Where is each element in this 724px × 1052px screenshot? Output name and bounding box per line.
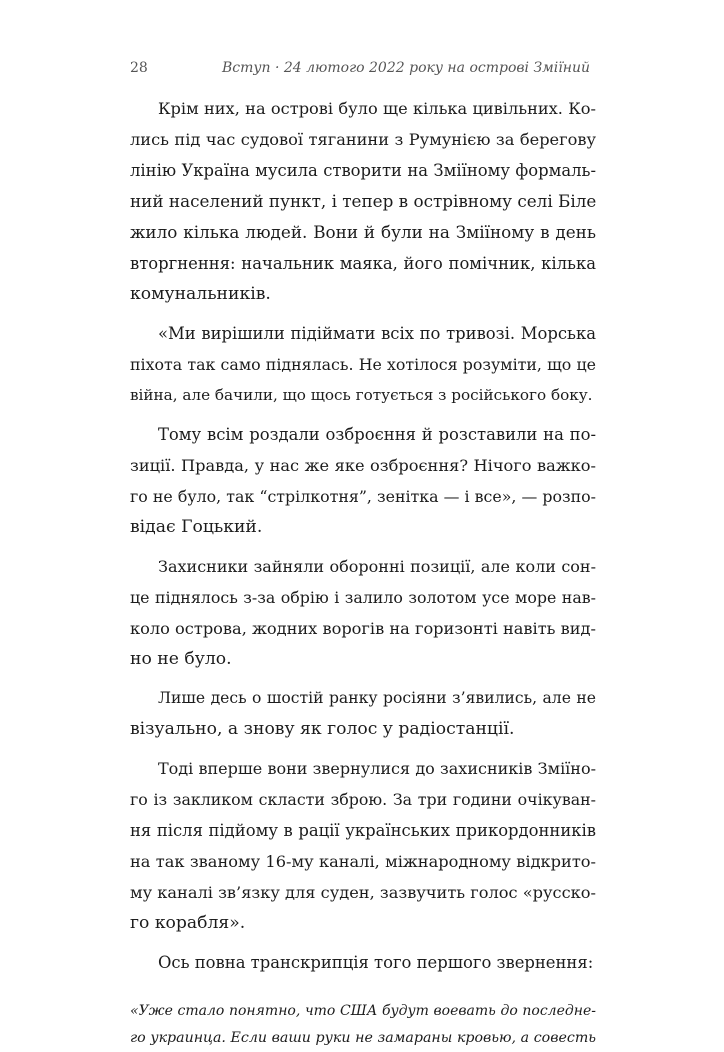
text-line: ний населений пункт, і тепер в острівному селі Біле (130, 191, 597, 211)
text-line: відає Гоцький. (130, 517, 263, 537)
paragraph (130, 947, 596, 978)
text-line: Лише десь о шостій ранку росіяни з’явились, але не (158, 689, 596, 707)
quote-line: «Уже стало понятно, что США будут воевать до последне- (130, 1003, 596, 1019)
running-head: Вступ · 24 лютого 2022 року на острові Зміїний (221, 60, 590, 76)
text-line: Захисники зайняли оборонні позиції, але коли сон- (158, 557, 596, 576)
text-line: комунальників. (130, 284, 271, 304)
block-quote (130, 998, 596, 1052)
text-line: це піднялось з-за обрію і залило золотом усе море нав- (130, 588, 596, 607)
text-line: війна, але бачили, що щось готується з російського боку. (130, 386, 593, 404)
paragraph (130, 93, 596, 310)
text-line: лись під час судової тяганини з Румунією за берегову (130, 130, 596, 149)
paragraph (130, 419, 596, 543)
paragraph (130, 753, 596, 939)
text-line: му каналі зв’язку для суден, зазвучить голос «русско- (130, 883, 596, 902)
text-line: зиції. Правда, у нас же яке озброєння? Нічого важко- (130, 456, 596, 475)
text-line: Крім них, на острові було ще кілька цивільних. Ко- (158, 99, 596, 118)
paragraph (130, 318, 596, 411)
text-line: жило кілька людей. Вони й були на Зміїному в день (130, 222, 596, 242)
text-line: Тому всім роздали озброєння й розставили на по- (158, 425, 596, 444)
page-number: 28 (130, 60, 148, 76)
text-line: коло острова, жодних ворогів на горизонті навіть вид- (130, 619, 596, 638)
text-line: лінію Україна мусила створити на Зміїному формаль- (130, 161, 596, 180)
body-text (130, 93, 596, 1052)
text-line: ня після підйому в рації українських прикордонників (130, 821, 596, 840)
text-line: го корабля». (130, 913, 246, 933)
text-line: візуально, а знову як голос у радіостанції. (130, 719, 515, 739)
text-line: Ось повна транскрипція того першого звернення: (158, 953, 594, 972)
text-line: «Ми вирішили підіймати всіх по тривозі. Морська (158, 324, 596, 343)
page-header (0, 60, 724, 84)
text-line: го із закликом скласти зброю. За три години очікуван- (130, 790, 596, 809)
text-line: на так званому 16-му каналі, міжнародному відкрито- (130, 852, 596, 871)
text-line: но не було. (130, 649, 232, 669)
text-line: го не було, так “стрілкотня”, зенітка — і все», — розпо- (130, 487, 596, 506)
text-line: вторгнення: начальник маяка, його помічник, кілька (130, 254, 596, 273)
text-line: піхота так само піднялась. Не хотілося розуміти, що це (130, 355, 596, 374)
quote-line: го украинца. Если ваши руки не замараны кровью, а совесть (130, 1030, 596, 1046)
paragraph (130, 683, 596, 745)
paragraph (130, 551, 596, 675)
text-line: Тоді вперше вони звернулися до захисників Зміїно- (158, 759, 596, 778)
